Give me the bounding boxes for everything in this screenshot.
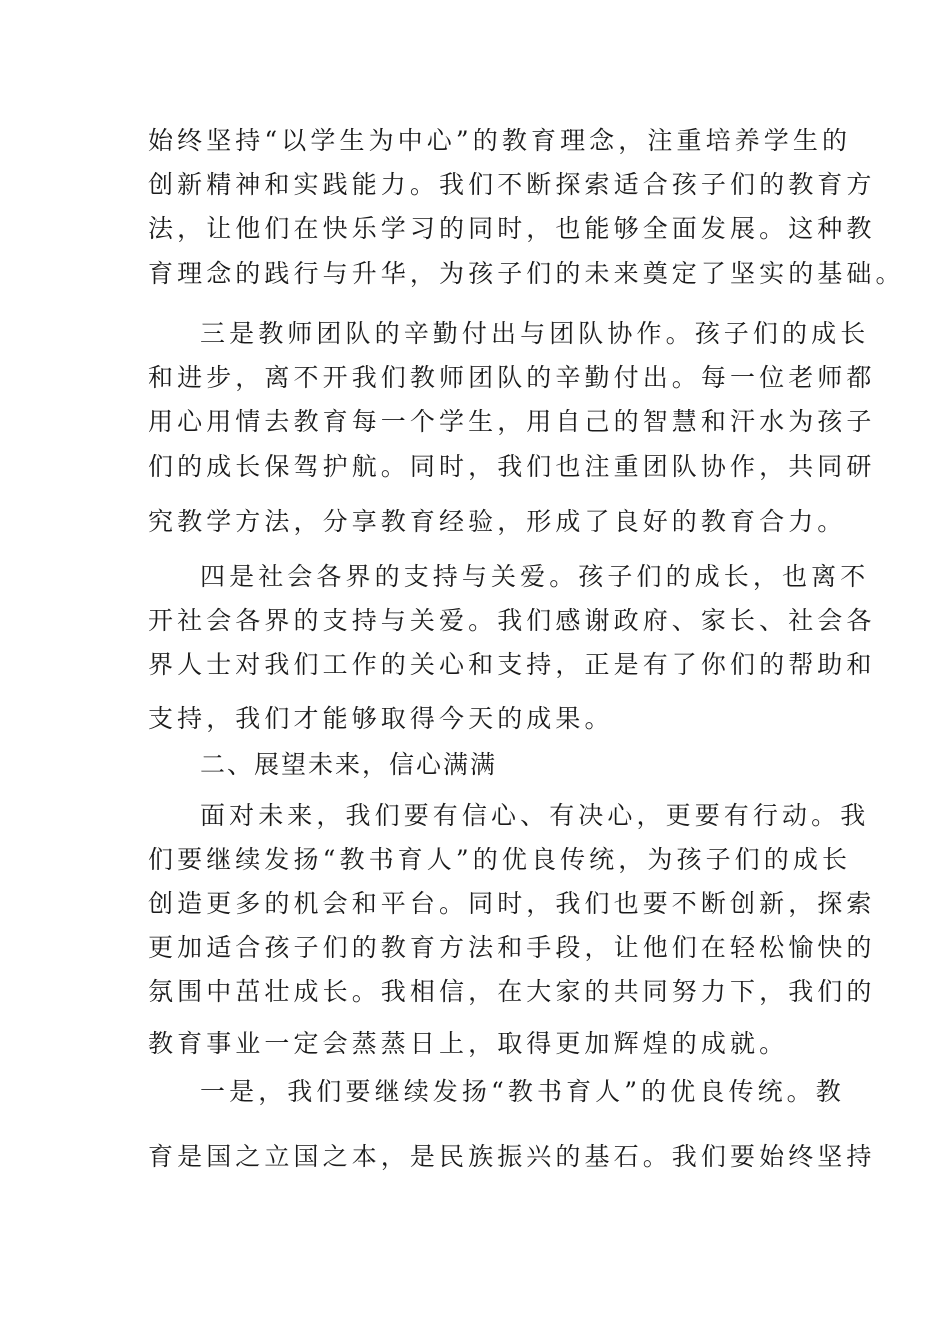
paragraph-start-line: 四是社会各界的支持与关爱。孩子们的成长，也离不	[200, 562, 870, 591]
body-text-line: 界人士对我们工作的关心和支持，正是有了你们的帮助和	[148, 650, 876, 679]
body-text-line: 开社会各界的支持与关爱。我们感谢政府、家长、社会各	[148, 606, 876, 635]
body-text-line: 更加适合孩子们的教育方法和手段，让他们在轻松愉快的	[148, 933, 876, 962]
body-text-line: 们的成长保驾护航。同时，我们也注重团队协作，共同研	[148, 452, 876, 481]
paragraph-start-line: 一是，我们要继续发扬“教书育人”的优良传统。教	[200, 1077, 845, 1106]
body-text-line: 创新精神和实践能力。我们不断探索适合孩子们的教育方	[148, 170, 876, 199]
paragraph-start-line: 面对未来，我们要有信心、有决心，更要有行动。我	[200, 801, 870, 830]
section-heading: 二、展望未来，信心满满	[200, 750, 498, 779]
body-text-line: 创造更多的机会和平台。同时，我们也要不断创新，探索	[148, 889, 876, 918]
body-text-line: 们要继续发扬“教书育人”的优良传统，为孩子们的成长	[148, 845, 852, 874]
body-text-line: 育理念的践行与升华，为孩子们的未来奠定了坚实的基础。	[148, 259, 905, 288]
body-text-line: 教育事业一定会蒸蒸日上，取得更加辉煌的成就。	[148, 1029, 789, 1058]
body-text-line: 和进步，离不开我们教师团队的辛勤付出。每一位老师都	[148, 363, 876, 392]
body-text-line: 究教学方法，分享教育经验，形成了良好的教育合力。	[148, 507, 847, 536]
body-text-line: 法，让他们在快乐学习的同时，也能够全面发展。这种教	[148, 214, 876, 243]
body-text-line: 始终坚持“以学生为中心”的教育理念，注重培养学生的	[148, 126, 852, 155]
body-text-line: 氛围中茁壮成长。我相信，在大家的共同努力下，我们的	[148, 977, 876, 1006]
body-text-line: 支持，我们才能够取得今天的成果。	[148, 704, 614, 733]
paragraph-start-line: 三是教师团队的辛勤付出与团队协作。孩子们的成长	[200, 319, 870, 348]
body-text-line: 育是国之立国之本，是民族振兴的基石。我们要始终坚持	[148, 1142, 876, 1171]
body-text-line: 用心用情去教育每一个学生，用自己的智慧和汗水为孩子	[148, 407, 876, 436]
